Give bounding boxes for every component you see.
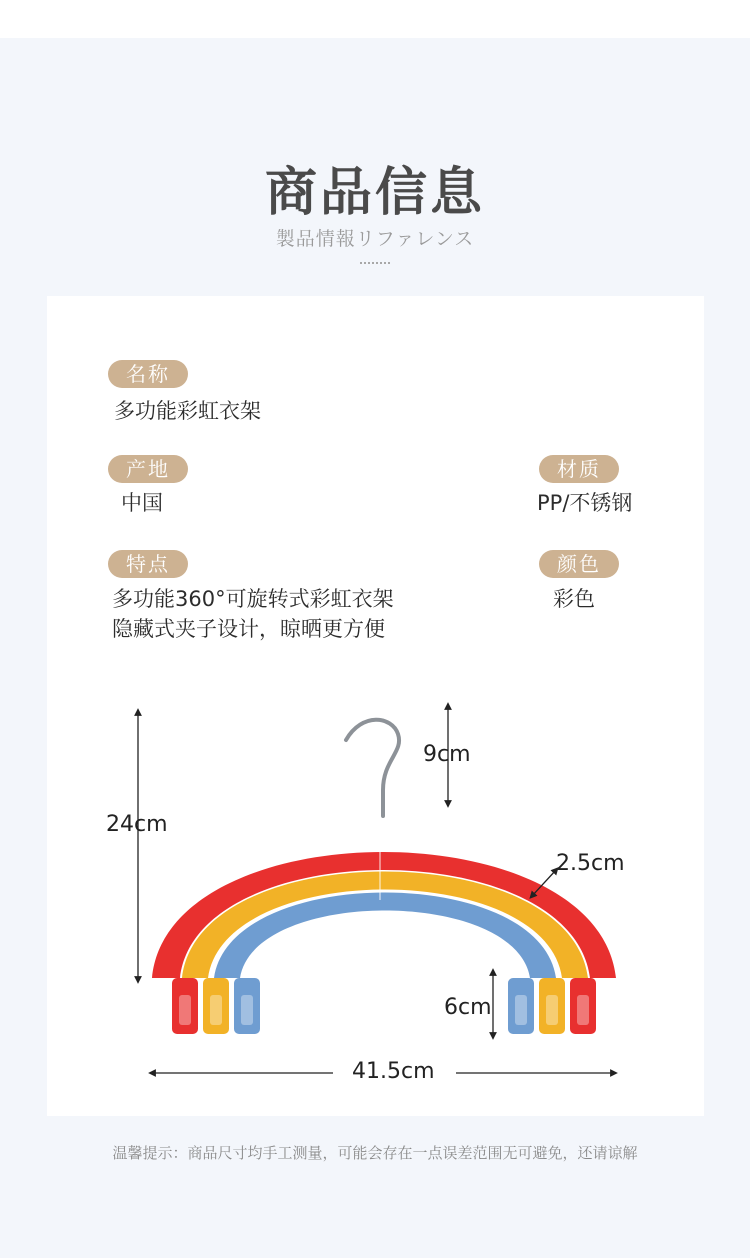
page-title: 商品信息 <box>264 163 485 223</box>
clips-left <box>172 978 260 1034</box>
clip-label: 6cm <box>444 995 492 1020</box>
color-value: 彩色 <box>553 587 595 611</box>
height-label: 24cm <box>106 812 168 837</box>
name-value: 多功能彩虹衣架 <box>114 399 261 423</box>
thickness-label: 2.5cm <box>556 851 625 876</box>
features-line-2: 隐藏式夹子设计，晾晒更方便 <box>112 617 385 641</box>
hook-label: 9cm <box>423 742 471 767</box>
origin-tag: 产地 <box>108 455 188 483</box>
hook-icon <box>346 720 399 816</box>
color-tag: 颜色 <box>539 550 619 578</box>
clips-right <box>508 978 596 1034</box>
material-tag: 材质 <box>539 455 619 483</box>
width-label: 41.5cm <box>352 1059 435 1084</box>
name-tag: 名称 <box>108 360 188 388</box>
features-tag: 特点 <box>108 550 188 578</box>
origin-value: 中国 <box>121 491 163 515</box>
footer-note: 温馨提示：商品尺寸均手工测量，可能会存在一点误差范围无可避免，还请谅解 <box>112 1144 638 1162</box>
page-subtitle: 製品情報リファレンス <box>275 228 475 250</box>
material-value: PP/不锈钢 <box>537 491 633 515</box>
features-line-1: 多功能360°可旋转式彩虹衣架 <box>112 587 394 611</box>
